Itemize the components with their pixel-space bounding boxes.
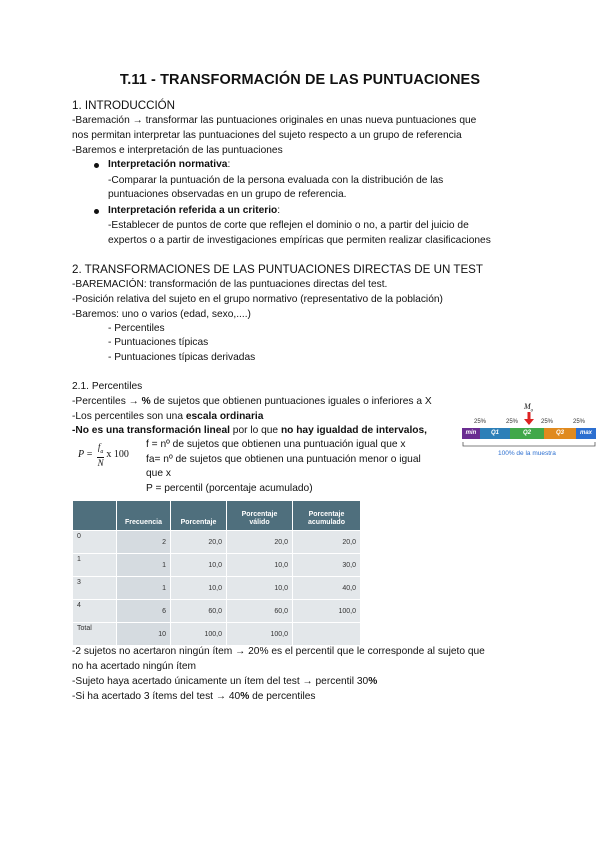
sub-list-item: - Puntuaciones típicas derivadas — [108, 352, 256, 363]
text-run-bold: % — [141, 396, 151, 407]
table-header: Porcentaje acumulado — [293, 501, 361, 531]
table-cell: 10,0 — [227, 577, 293, 600]
bullet-desc-line: -Establecer de puntos de corte que reflejen el dominio o no, a partir del juicio de — [108, 220, 469, 231]
segment-min: min — [462, 428, 480, 439]
bullet-icon — [94, 163, 99, 168]
table-cell: 100,0 — [227, 623, 293, 646]
table-cell: 30,0 — [293, 554, 361, 577]
table-cell: 20,0 — [171, 531, 227, 554]
text-run: de percentiles — [249, 691, 316, 702]
bullet-item-normativa — [108, 158, 230, 172]
paragraph-line — [72, 675, 377, 689]
percentile-formula — [78, 442, 129, 468]
paragraph-line — [72, 424, 427, 438]
table-cell — [293, 623, 361, 646]
segment-max: max — [576, 428, 596, 439]
row-label: 4 — [73, 600, 117, 623]
section-1-heading: 1. INTRODUCCIÓN — [72, 99, 176, 112]
table-cell: 100,0 — [293, 600, 361, 623]
colon: : — [277, 205, 281, 216]
bar-caption: 100% de la muestra — [498, 450, 556, 457]
table-cell: 10,0 — [171, 577, 227, 600]
text-run-bold: % — [368, 676, 378, 687]
sub-list-item: - Puntuaciones típicas — [108, 337, 209, 348]
formula-num-sub: a — [100, 448, 104, 455]
mode-sub: o — [530, 408, 534, 414]
paragraph-line: -Baremos: uno o varios (edad, sexo,....) — [72, 309, 251, 320]
sample-bracket — [462, 442, 596, 448]
pct-label: 25% — [474, 419, 487, 425]
sub-list-item: - Percentiles — [108, 323, 165, 334]
formula-denominator: N — [97, 457, 104, 468]
table-row — [73, 554, 361, 577]
table-cell: 2 — [117, 531, 171, 554]
text-run-bold: -No es una transformación lineal — [72, 425, 230, 436]
table-row — [73, 531, 361, 554]
table-cell: 1 — [117, 554, 171, 577]
section-2-1-heading: 2.1. Percentiles — [72, 381, 143, 392]
definition-line: f = nº de sujetos que obtienen una puntuación igual que x — [146, 439, 406, 450]
definition-line: que x — [146, 468, 171, 479]
paragraph-line: -Baremación → transformar las puntuaciones originales en unas nueva puntuaciones que — [72, 115, 477, 126]
segment-q3: Q3 — [544, 428, 576, 439]
table-cell: 60,0 — [227, 600, 293, 623]
colon: : — [227, 159, 231, 170]
row-label: 1 — [73, 554, 117, 577]
paragraph-line: nos permitan interpretar las puntuaciones del sujeto respecto a un grupo de referencia — [72, 130, 462, 141]
definition-line: fa= nº de sujetos que obtienen una puntuación menor o igual — [146, 454, 421, 465]
table-header: Frecuencia — [117, 501, 171, 531]
table-row — [73, 600, 361, 623]
text-run: -Sujeto haya acertado únicamente un ítem del test → percentil 30 — [72, 676, 369, 687]
formula-equals: = — [86, 449, 93, 461]
table-cell: 20,0 — [293, 531, 361, 554]
paragraph-line — [72, 395, 432, 409]
table-header-row — [73, 501, 361, 531]
table-header: Porcentaje — [171, 501, 227, 531]
paragraph-line: -BAREMACIÓN: transformación de las puntuaciones directas del test. — [72, 279, 388, 290]
text-run: -Si ha acertado 3 ítems del test → 40 — [72, 691, 241, 702]
formula-num-text: f — [97, 442, 101, 452]
segment-q2: Q2 — [510, 428, 544, 439]
text-run-bold: % — [240, 691, 250, 702]
text-run: de sujetos que obtienen puntuaciones iguales o inferiores a X — [150, 396, 432, 407]
pct-label: 25% — [541, 419, 554, 425]
bullet-item-criterio — [108, 204, 280, 218]
text-run: -Percentiles → — [72, 396, 142, 407]
section-2-heading: 2. TRANSFORMACIONES DE LAS PUNTUACIONES DIRECTAS DE UN TEST — [72, 263, 484, 276]
bullet-title: Interpretación normativa — [108, 159, 228, 170]
definition-line: P = percentil (porcentaje acumulado) — [146, 483, 313, 494]
formula-tail: x 100 — [106, 449, 129, 461]
text-run: por lo que — [229, 425, 281, 436]
table-row-total — [73, 623, 361, 646]
table-cell: 10 — [117, 623, 171, 646]
table-cell: 10,0 — [227, 554, 293, 577]
row-label: 3 — [73, 577, 117, 600]
bullet-desc-line: expertos o a partir de investigaciones empíricas que permiten realizar clasificaciones — [108, 235, 491, 246]
table-row — [73, 577, 361, 600]
paragraph-line — [72, 410, 263, 424]
table-cell: 10,0 — [171, 554, 227, 577]
text-run-bold: escala ordinaria — [185, 411, 264, 422]
pct-label: 25% — [506, 419, 519, 425]
paragraph-line: -Posición relativa del sujeto en el grupo normativo (representativo de la población) — [72, 294, 443, 305]
bullet-title: Interpretación referida a un criterio — [108, 205, 278, 216]
formula-numerator — [97, 442, 105, 458]
table-header: Porcentaje válido — [227, 501, 293, 531]
table-cell: 6 — [117, 600, 171, 623]
table-cell: 1 — [117, 577, 171, 600]
formula-symbol: P — [78, 449, 85, 461]
frequency-table — [72, 500, 361, 646]
text-run: -Los percentiles son una — [72, 411, 186, 422]
arrow-down-icon — [524, 412, 534, 426]
quartile-segments — [462, 428, 596, 439]
table-cell: 40,0 — [293, 577, 361, 600]
formula-fraction — [97, 442, 105, 468]
paragraph-line: -2 sujetos no acertaron ningún ítem → 20% es el percentil que le corresponde al sujeto que — [72, 646, 485, 657]
mode-letter: M — [524, 402, 531, 411]
page-title: T.11 - TRANSFORMACIÓN DE LAS PUNTUACIONES — [119, 72, 481, 88]
segment-q1: Q1 — [480, 428, 510, 439]
row-label: 0 — [73, 531, 117, 554]
table-header — [73, 501, 117, 531]
pct-label: 25% — [573, 419, 586, 425]
table-cell: 60,0 — [171, 600, 227, 623]
paragraph-line: no ha acertado ningún ítem — [72, 661, 197, 672]
bullet-desc-line: -Comparar la puntuación de la persona evaluada con la distribución de las — [108, 175, 444, 186]
bullet-desc-line: puntuaciones observadas en un grupo de referencia. — [108, 189, 347, 200]
table-cell: 100,0 — [171, 623, 227, 646]
paragraph-line — [72, 690, 316, 704]
table-cell: 20,0 — [227, 531, 293, 554]
bullet-icon — [94, 209, 99, 214]
row-label: Total — [73, 623, 117, 646]
paragraph-line: -Baremos e interpretación de las puntuaciones — [72, 145, 283, 156]
text-run-bold: no hay igualdad de intervalos, — [280, 425, 427, 436]
